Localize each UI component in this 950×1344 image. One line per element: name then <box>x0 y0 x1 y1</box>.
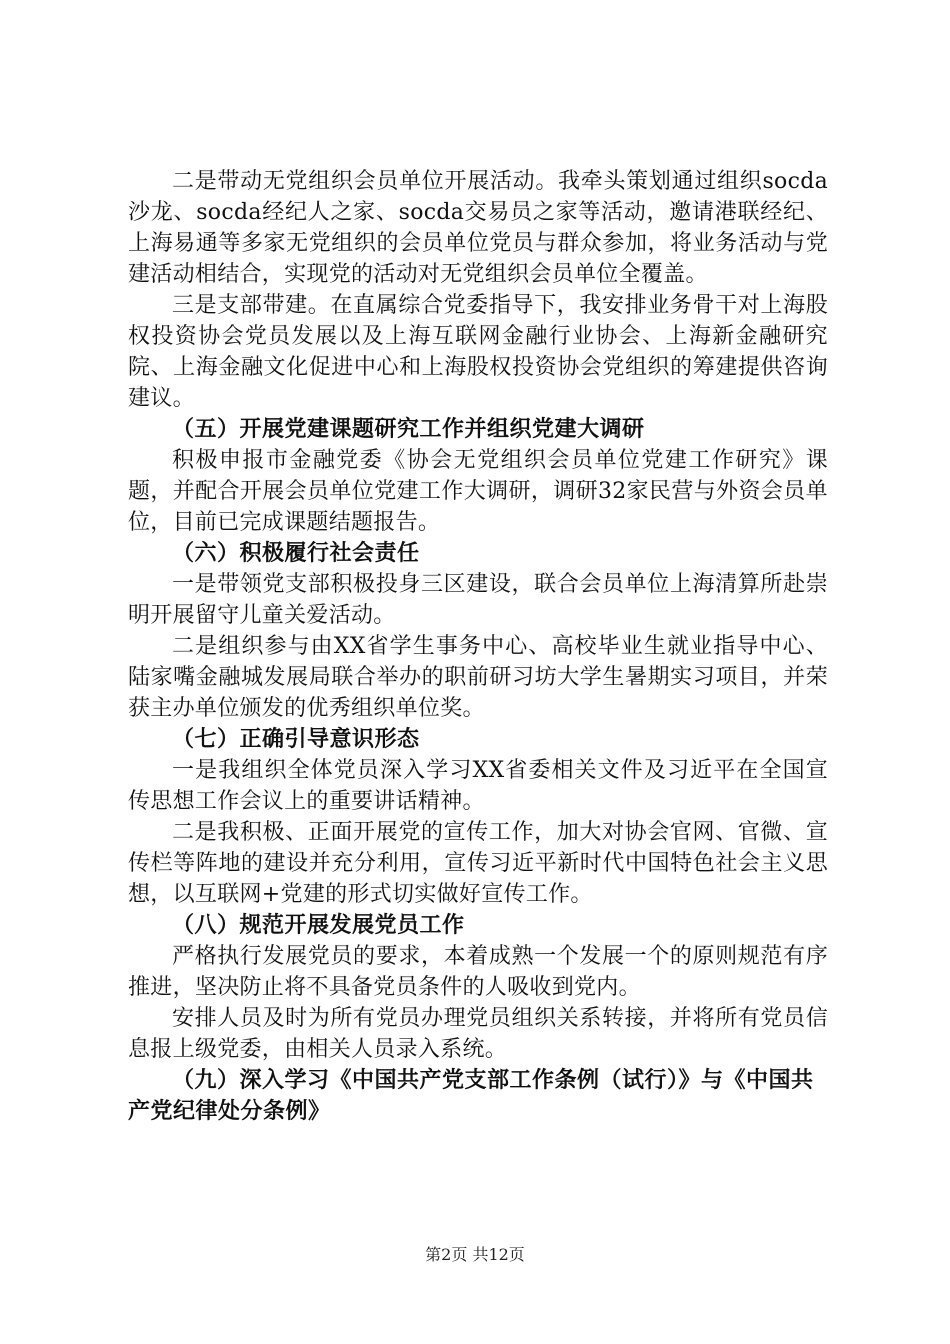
body-paragraph: 二是带动无党组织会员单位开展活动。我牵头策划通过组织socda沙龙、socda经纪人之家、socda交易员之家等活动，邀请港联经纪、上海易通等多家无党组织的会员单位党员与群众参加，将业务活动与党建活动相结合，实现党的活动对无党组织会员单位全覆盖。 <box>128 169 828 287</box>
document-body <box>128 166 828 1127</box>
page-number-footer: 第2页 共12页 <box>425 1245 525 1264</box>
body-paragraph: 一是我组织全体党员深入学习XX省委相关文件及习近平在全国宣传思想工作会议上的重要讲话精神。 <box>128 758 828 814</box>
body-paragraph: 二是组织参与由XX省学生事务中心、高校毕业生就业指导中心、陆家嘴金融城发展局联合举办的职前研习坊大学生暑期实习项目，并荣获主办单位颁发的优秀组织单位奖。 <box>128 634 828 721</box>
body-paragraph: 安排人员及时为所有党员办理党员组织关系转接，并将所有党员信息报上级党委，由相关人员录入系统。 <box>128 1006 828 1062</box>
body-paragraph: 二是我积极、正面开展党的宣传工作，加大对协会官网、官微、宣传栏等阵地的建设并充分利用，宣传习近平新时代中国特色社会主义思想，以互联网+党建的形式切实做好宣传工作。 <box>128 820 828 907</box>
body-paragraph: 积极申报市金融党委《协会无党组织会员单位党建工作研究》课题，并配合开展会员单位党建工作大调研，调研32家民营与外资会员单位，目前已完成课题结题报告。 <box>128 448 828 535</box>
section-heading: （五）开展党建课题研究工作并组织党建大调研 <box>172 417 645 442</box>
body-paragraph: 严格执行发展党员的要求，本着成熟一个发展一个的原则规范有序推进，坚决防止将不具备党员条件的人吸收到党内。 <box>128 944 828 1000</box>
section-heading: （六）积极履行社会责任 <box>172 541 420 566</box>
section-heading: （七）正确引导意识形态 <box>172 727 420 752</box>
body-paragraph: 三是支部带建。在直属综合党委指导下，我安排业务骨干对上海股权投资协会党员发展以及上海互联网金融行业协会、上海新金融研究院、上海金融文化促进中心和上海股权投资协会党组织的筹建提供咨询建议。 <box>128 293 828 411</box>
section-heading: （九）深入学习《中国共产党支部工作条例（试行）》与《中国共产党纪律处分条例》 <box>128 1068 814 1124</box>
section-heading: （八）规范开展发展党员工作 <box>172 913 465 938</box>
body-paragraph: 一是带领党支部积极投身三区建设，联合会员单位上海清算所赴崇明开展留守儿童关爱活动。 <box>128 572 828 628</box>
